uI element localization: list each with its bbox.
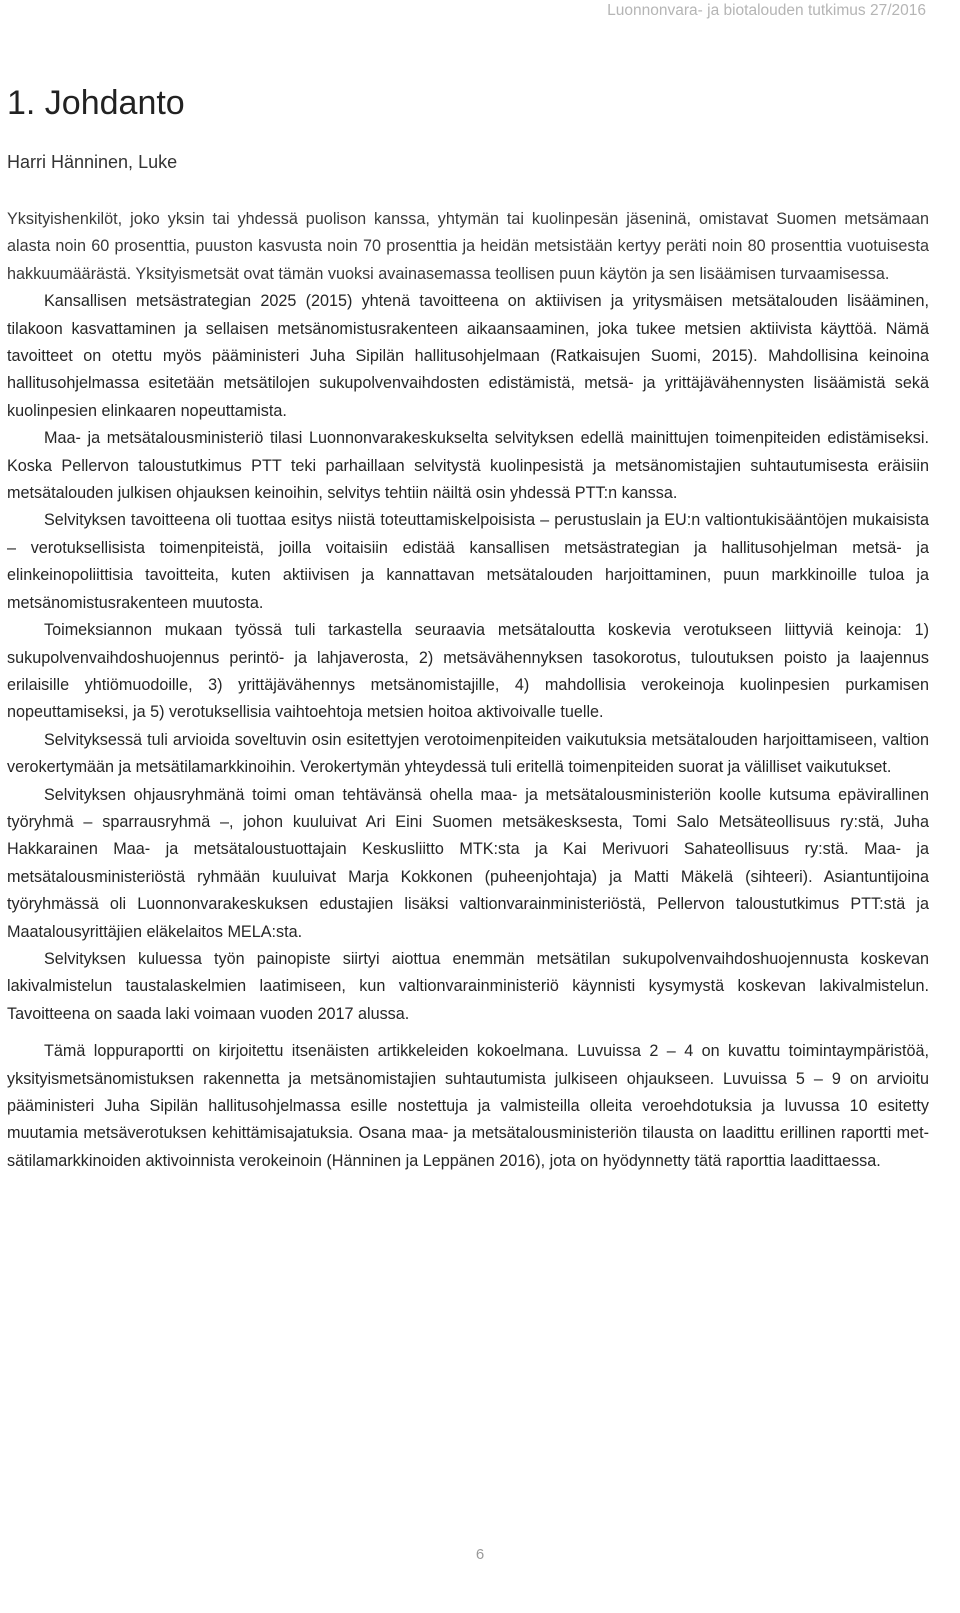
page-number: 6 — [475, 1546, 485, 1563]
paragraph: Tämä loppuraportti on kirjoitettu itsenäisten artikkeleiden kokoelmana. Luvuissa 2 – 4 on kuvattu toimintaympäristöä, yksityismetsänomistuksen rakennetta ja metsänomistajien suhtautumista julkiseen ohjaukseen. Luvuissa 5 – 9 on arvioitu pääministeri Juha Sipilän hallitusohjelmassa esille nostettuja ja valmisteilla olleita veroehdotuksia ja luvussa 10 esitetty muutamia metsäverotuksen kehittämisajatuksia. Osana maa- ja metsätalousministeriön tilausta on laadittu erillinen raportti metsätilamarkkinoiden aktivoinnista verokeinoin (Hänninen ja Leppänen 2016), jota on hyödynnetty tätä raporttia laadittaessa. — [7, 1042, 929, 1170]
paragraph: Kansallisen metsästrategian 2025 (2015) yhtenä tavoitteena on aktiivisen ja yritysmäisen metsätalouden lisääminen, tilakoon kasvattaminen ja sellaisen metsänomistusrakenteen aikaansaaminen, joka tukee metsien aktiivista käyttöä. Nämä tavoitteet on otettu myös pääministeri Juha Sipilän hallitusohjelmaan (Ratkaisujen Suomi, 2015). Mahdollisina keinoina hallitusohjelmassa esitetään metsätilojen sukupolvenvaihdosten edistämistä, metsä- ja yrittäjävähennysten lisäämistä sekä kuolinpesien elinkaaren nopeuttamista. — [7, 292, 929, 420]
paragraph: Selvityksen ohjausryhmänä toimi oman tehtävänsä ohella maa- ja metsätalousministeriön koolle kutsuma epävirallinen työryhmä – sparrausryhmä –, johon kuuluivat Ari Eini Suomen metsäkesksesta, Tomi Salo Metsäteollisuus ry:stä, Juha Hakkarainen Maa- ja metsätaloustuottajain Keskusliitto MTK:sta ja Kai Merivuori Sahateollisuus ry:stä. Maa- ja metsätalousministeriöstä ryhmään kuuluivat Marja Kokkonen (puheenjohtaja) ja Matti Mäkelä (sihteeri). Asiantuntijoina työryhmässä oli Luonnonvarakeskuksen edustajien lisäksi valtionvarainministeriöstä, Pellervon taloustutkimus PTT:stä ja Maatalousyrittäjien eläkelaitos MELA:sta. — [7, 785, 929, 941]
paragraph: Yksityishenkilöt, joko yksin tai yhdessä puolison kanssa, yhtymän tai kuolinpesän jäseninä, omistavat Suomen metsämaan alasta noin 60 prosenttia, puuston kasvusta noin 70 prosenttia ja heidän metsistään kertyy peräti noin 80 prosenttia vuotuisesta hakkuumäärästä. Yksityismetsät ovat tämän vuoksi avainasemassa teollisen puun käytön ja sen lisäämisen turvaamisessa. — [7, 210, 929, 283]
chapter-author: Harri Hänninen, Luke — [7, 152, 178, 172]
paragraph: Toimeksiannon mukaan työssä tuli tarkastella seuraavia metsätaloutta koskevia verotukseen liittyviä keinoja: 1) sukupolvenvaihdoshuojennus perintö- ja lahjaverosta, 2) metsävähennyksen tasokorotus, tuloutuksen poisto ja laajennus erilaisille yhtiömuodoille, 3) yrittäjävähennys metsänomistajille, 4) mahdollisia verokeinoja kuolinpesien purkamisen nopeuttamiseksi, ja 5) verotuksellisia vaihtoehtoja metsien hoitoa aktivoivalle tuelle. — [7, 621, 929, 722]
paragraph: Selvityksen tavoitteena oli tuottaa esitys niistä toteuttamiskelpoisista – perustuslain ja EU:n valtiontukisääntöjen mukaisista – verotuksellisista toimenpiteistä, joilla voitaisiin edistää kansallisen metsästrategian ja hallitusohjelman metsä- ja elinkeinopoliittisia tavoitteita, kuten aktiivisen ja kannattavan metsätalouden harjoittaminen, puun markkinoille tuloa ja metsänomistusrakenteen muutosta. — [7, 511, 929, 612]
paragraph: Selvityksen kuluessa työn painopiste siirtyi aiottua enemmän metsätilan sukupolvenvaihdoshuojennusta koskevan lakivalmistelun taustalaskelmien laatimiseen, kun valtionvarainministeriö käynnisti kysymystä koskevan lakivalmistelun. Tavoitteena on saada laki voimaan vuoden 2017 alussa. — [7, 949, 929, 1023]
chapter-title: 1. Johdanto — [7, 84, 185, 122]
running-header: Luonnonvara- ja biotalouden tutkimus 27/2016 — [607, 2, 926, 19]
body-text — [7, 206, 929, 1175]
paragraph: Selvityksessä tuli arvioida soveltuvin osin esitettyjen verotoimenpiteiden vaikutuksia metsätalouden harjoittamiseen, valtion verokertymään ja metsätilamarkkinoihin. Verokertymän yhteydessä tuli eritellä toimenpiteiden suorat ja välilliset vaikutukset. — [7, 730, 929, 777]
paragraph: Maa- ja metsätalousministeriö tilasi Luonnonvarakeskukselta selvityksen edellä mainittujen toimenpiteiden edistämiseksi. Koska Pellervon taloustutkimus PTT teki parhaillaan selvitystä kuolinpesistä ja metsänomistajien suhtautumisesta eräisiin metsätalouden julkisen ohjauksen keinoihin, selvitys tehtiin näiltä osin yhdessä PTT:n kanssa. — [7, 429, 929, 503]
